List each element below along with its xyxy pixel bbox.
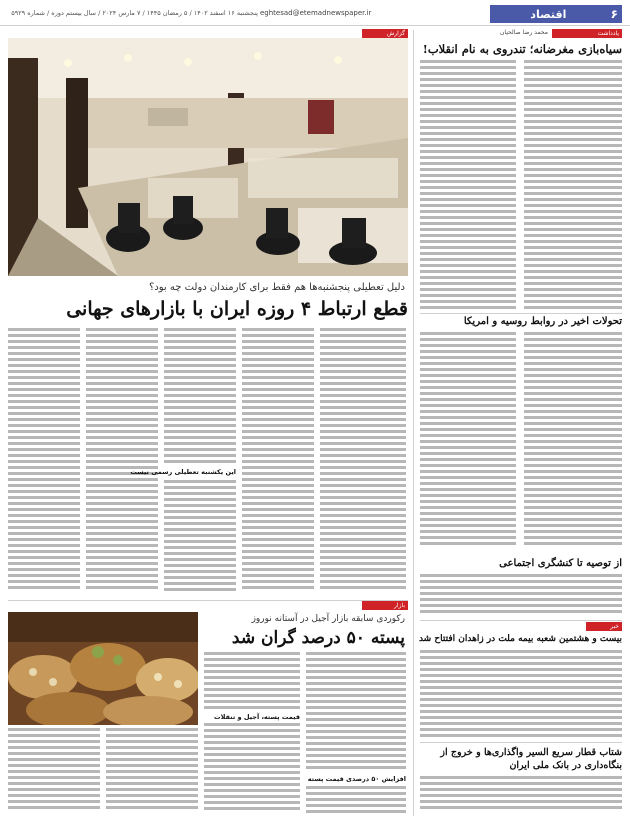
article-1-col-1 <box>524 60 622 312</box>
news-1-body <box>420 650 622 740</box>
column-divider <box>413 30 414 816</box>
label-market: بازار <box>362 601 408 610</box>
article-1-title: سیاه‌بازی مغرضانه؛ تندروی به نام انقلاب! <box>422 42 622 56</box>
article-2-col-2 <box>420 332 516 552</box>
nuts-story-kicker: رکوردی سابقه بازار آجیل در آستانه نوروز <box>251 614 405 624</box>
bank-interior-photo <box>8 38 408 276</box>
nuts-story-col-3 <box>106 728 198 816</box>
note-author: محمد رضا صالحیان <box>499 29 548 36</box>
nuts-story-col-1 <box>306 652 406 772</box>
article-2-title: تحولات اخیر در روابط روسیه و امریکا <box>463 316 622 327</box>
label-news: خبر <box>586 622 622 631</box>
page-header <box>0 0 630 26</box>
divider-news-2 <box>420 742 622 743</box>
news-1-title: بیست و هشتمین شعبه بیمه ملت در زاهدان افتتاح شد <box>418 634 622 644</box>
nuts-story-col-1b <box>306 786 406 816</box>
nuts-story-subhead-1: قیمت پسته، آجیل و تنقلات <box>214 713 300 721</box>
section-title: اقتصاد <box>530 7 567 21</box>
nuts-story-col-4 <box>8 728 100 816</box>
label-note: یادداشت <box>552 29 622 38</box>
page-number: ۶ <box>610 7 618 21</box>
main-story-col-3b <box>164 480 236 598</box>
main-story-col-2 <box>242 328 314 598</box>
nuts-story-title: پسته ۵۰ درصد گران شد <box>231 628 405 648</box>
news-2-body <box>420 776 622 816</box>
section-banner <box>490 5 622 23</box>
main-story-inline-subhead: این یکشنبه تعطیلی رسمی نیست <box>130 468 236 476</box>
label-report: گزارش <box>362 29 408 38</box>
date-line: پنجشنبه ۱۶ اسفند ۱۴۰۲ / ۵ رمضان ۱۴۴۵ / ۷ مارس ۲۰۲۴ / سال بیستم دوره / شماره ۵۹۲۹ <box>11 9 258 17</box>
article-3-body <box>420 574 622 618</box>
main-story-col-5 <box>8 328 80 598</box>
nuts-story-col-2b <box>204 723 300 816</box>
nuts-market-photo <box>8 612 198 725</box>
article-2-col-1 <box>524 332 622 552</box>
nuts-story-subhead-2: افزایش ۵۰ درصدی قیمت پسته <box>307 775 406 783</box>
divider-main-market <box>8 600 408 601</box>
nuts-story-col-2a <box>204 652 300 712</box>
main-story-col-4 <box>86 328 158 598</box>
divider-article-2 <box>420 313 622 314</box>
main-story-title: قطع ارتباط ۴ روزه ایران با بازارهای جهانی <box>66 298 408 320</box>
article-3-title: از توصیه تا کنشگری اجتماعی <box>499 558 622 569</box>
website-email[interactable]: eghtesad@etemadnewspaper.ir <box>260 9 372 17</box>
article-1-col-2 <box>420 60 516 312</box>
divider-news <box>420 620 622 621</box>
main-story-col-1 <box>320 328 406 598</box>
main-story-kicker: دلیل تعطیلی پنجشنبه‌ها هم فقط برای کارمندان دولت چه بود؟ <box>148 282 405 293</box>
news-2-title: شتاب قطار سریع السیر واگذاری‌ها و خروج از بنگاه‌داری در بانک ملی ایران <box>440 747 622 771</box>
